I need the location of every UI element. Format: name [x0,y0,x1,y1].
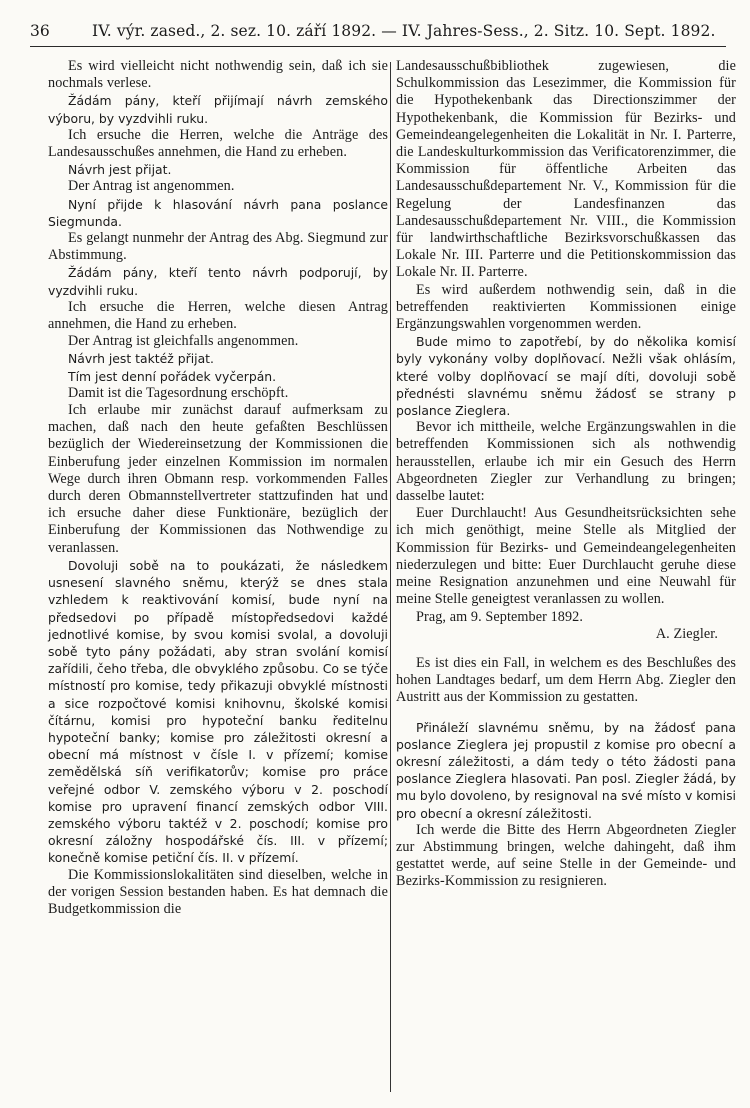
paragraph: Žádám pány, kteří tento návrh podporují, by vyzdvihli ruku. [48,265,388,298]
letter-signature: A. Ziegler. [655,625,718,642]
right-column [396,58,736,891]
paragraph: Dovoluji sobě na to poukázati, že následkem usnesení slavného sněmu, kterýž se dnes stala vzhledem k reaktivování komisí, bude nyní na předsedovi po případě místopředsedovi každé jednotlivé komise, by svou komisi svolal, a dovoluji sobě tyto pány požádati, aby stran svolání komisí zařídili, čeho třeba, dle obvyklého způsobu. Co se týče místností pro komise, tedy přikazuji obvyklé místnosti a sice rozpočtové komisi knihovnu, školské komisi čítárnu, komisi pro hypoteční banku ředitelnu hypoteční banky; komise pro záležitosti okresní a obecní má místnost v čísle I. v přízemí; komise zemědělská síň verifikatorův; komise pro práce veřejné odbor V. zemského výboru v 2. poschodí komise pro upravení financí zemských odbor VIII. zemského výboru taktéž v 2. poschodí; komise pro okresní záložny hospodářské čís. III. v přízemí; konečně komise petiční čís. II. v přízemí. [48,557,388,866]
paragraph: Die Kommissionslokalitäten sind dieselben, welche in der vorigen Session bestanden haben. Es hat demnach die Budgetkommission die [48,866,388,917]
paragraph: Es wird vielleicht nicht nothwendig sein, daß ich sie nochmals verlese. [48,58,388,92]
paragraph: Damit ist die Tagesordnung erschöpft. [68,384,289,401]
paragraph: Ich werde die Bitte des Herrn Abgeordneten Ziegler zur Abstimmung bringen, welche dahingeht, daß ihm gestattet werde, auf seine Stelle in der Gemeinde- und Bezirks-Kommission zu resignieren. [396,821,736,890]
paragraph: Es gelangt nunmehr der Antrag des Abg. Siegmund zur Abstimmung. [48,230,388,264]
paragraph: Ich ersuche die Herren, welche diesen Antrag annehmen, die Hand zu erheben. [48,298,388,333]
paragraph: Der Antrag ist gleichfalls angenommen. [68,333,299,350]
paragraph: Bevor ich mittheile, welche Ergänzungswahlen in die betreffenden Kommissionen sich als nothwendig herausstellen, erlaube ich mir ein Gesuch des Herrn Abgeordneten Ziegler zur Verhandlung zu bringen; dasselbe lautet: [396,419,736,505]
paragraph: Přináleží slavnému sněmu, by na žádosť pana poslance Zieglera jej propustil z komise pro obecní a okresní záležitosti, a dám tedy o této žádosti pana poslance Zieglera hlasovati. Pan posl. Ziegler žádá, by mu bylo dovoleno, by resignoval na své místo v komisi pro obecní a okresní záležitosti. [396,719,736,821]
header-rule [30,46,726,47]
page-header [30,22,726,44]
paragraph: Návrh jest přijat. [68,162,172,178]
left-column [48,58,388,918]
paragraph: Es ist dies ein Fall, in welchem es des Beschlußes des hohen Landtages bedarf, um dem Herrn Abg. Ziegler den Austritt aus der Kommission zu gestatten. [396,654,736,706]
paragraph: Žádám pány, kteří přijímají návrh zemského výboru, by vyzdvihli ruku. [48,93,388,126]
page-number: 36 [30,22,50,40]
letter-text: Euer Durchlaucht! Aus Gesundheitsrücksichten sehe ich mich genöthigt, meine Stelle als Mitglied der Kommission für Bezirks- und Gemeindeangelegenheiten niederzulegen und bitte: Euer Durchlaucht geruhe diese meine Resignation anzunehmen und eine Neuwahl für meine Stelle geneigtest veranlassen zu wollen. [396,505,736,608]
paragraph: Tím jest denní pořádek vyčerpán. [68,368,277,384]
spacer [396,643,736,655]
paragraph: Návrh jest taktéž přijat. [68,351,214,367]
spacer [396,707,736,719]
letter-date: Prag, am 9. September 1892. [416,608,584,625]
paragraph: Bude mimo to zapotřebí, by do několika komisí byly vykonány volby doplňovací. Nežli však ohlásím, které volby doplňovací se mají díti, dovoluji sobě přednésti slavnému sněmu žádosť se strany p poslance Zieglera. [396,334,736,419]
paragraph: Der Antrag ist angenommen. [68,178,235,195]
column-divider [390,62,391,1092]
paragraph: Landesausschußbibliothek zugewiesen, die Schulkommission das Lesezimmer, die Kommission für die Hypothekenbank das Directionszimmer der Hypothekenbank, die Kommission für Bezirks- und Gemeindeangelegenheiten die Lokalität in Nr. I. Parterre, die Landeskulturkommission das Verificatorenzimmer, die Kommission für öffentliche Arbeiten das Landesausschußdepartement Nr. V., Kommission für die Regelung der Landesfinanzen das Landesausschußdepartement Nr. VIII., die Kommission für landwirthschaftliche Bezirksvorschußkassen das Lokale Nr. III. Parterre und die Petitionskommission das Lokale Nr. II. Parterre. [396,58,736,281]
running-title: IV. výr. zased., 2. sez. 10. září 1892. — IV. Jahres-Sess., 2. Sitz. 10. Sept. 1892. [92,22,716,40]
paragraph: Ich ersuche die Herren, welche die Anträge des Landesausschußes annehmen, die Hand zu erheben. [48,126,388,161]
paragraph: Nyní přijde k hlasování návrh pana poslance Siegmunda. [48,196,388,229]
paragraph: Es wird außerdem nothwendig sein, daß in die betreffenden reaktivierten Kommissionen einige Ergänzungswahlen vorgenommen werden. [396,281,736,333]
paragraph: Ich erlaube mir zunächst darauf aufmerksam zu machen, daß nach den heute gefaßten Beschlüssen bezüglich der Wiedereinsetzung der Kommissionen die Einberufung jeder einzelnen Kommission im normalen Wege durch ihren Obmann resp. vorkommenden Falles durch deren Obmannstellvertreter stattzufinden hat und ich ersuche daher diese Funktionäre, bezüglich der Einberufung der Kommissionen das Nothwendige zu veranlassen. [48,402,388,556]
